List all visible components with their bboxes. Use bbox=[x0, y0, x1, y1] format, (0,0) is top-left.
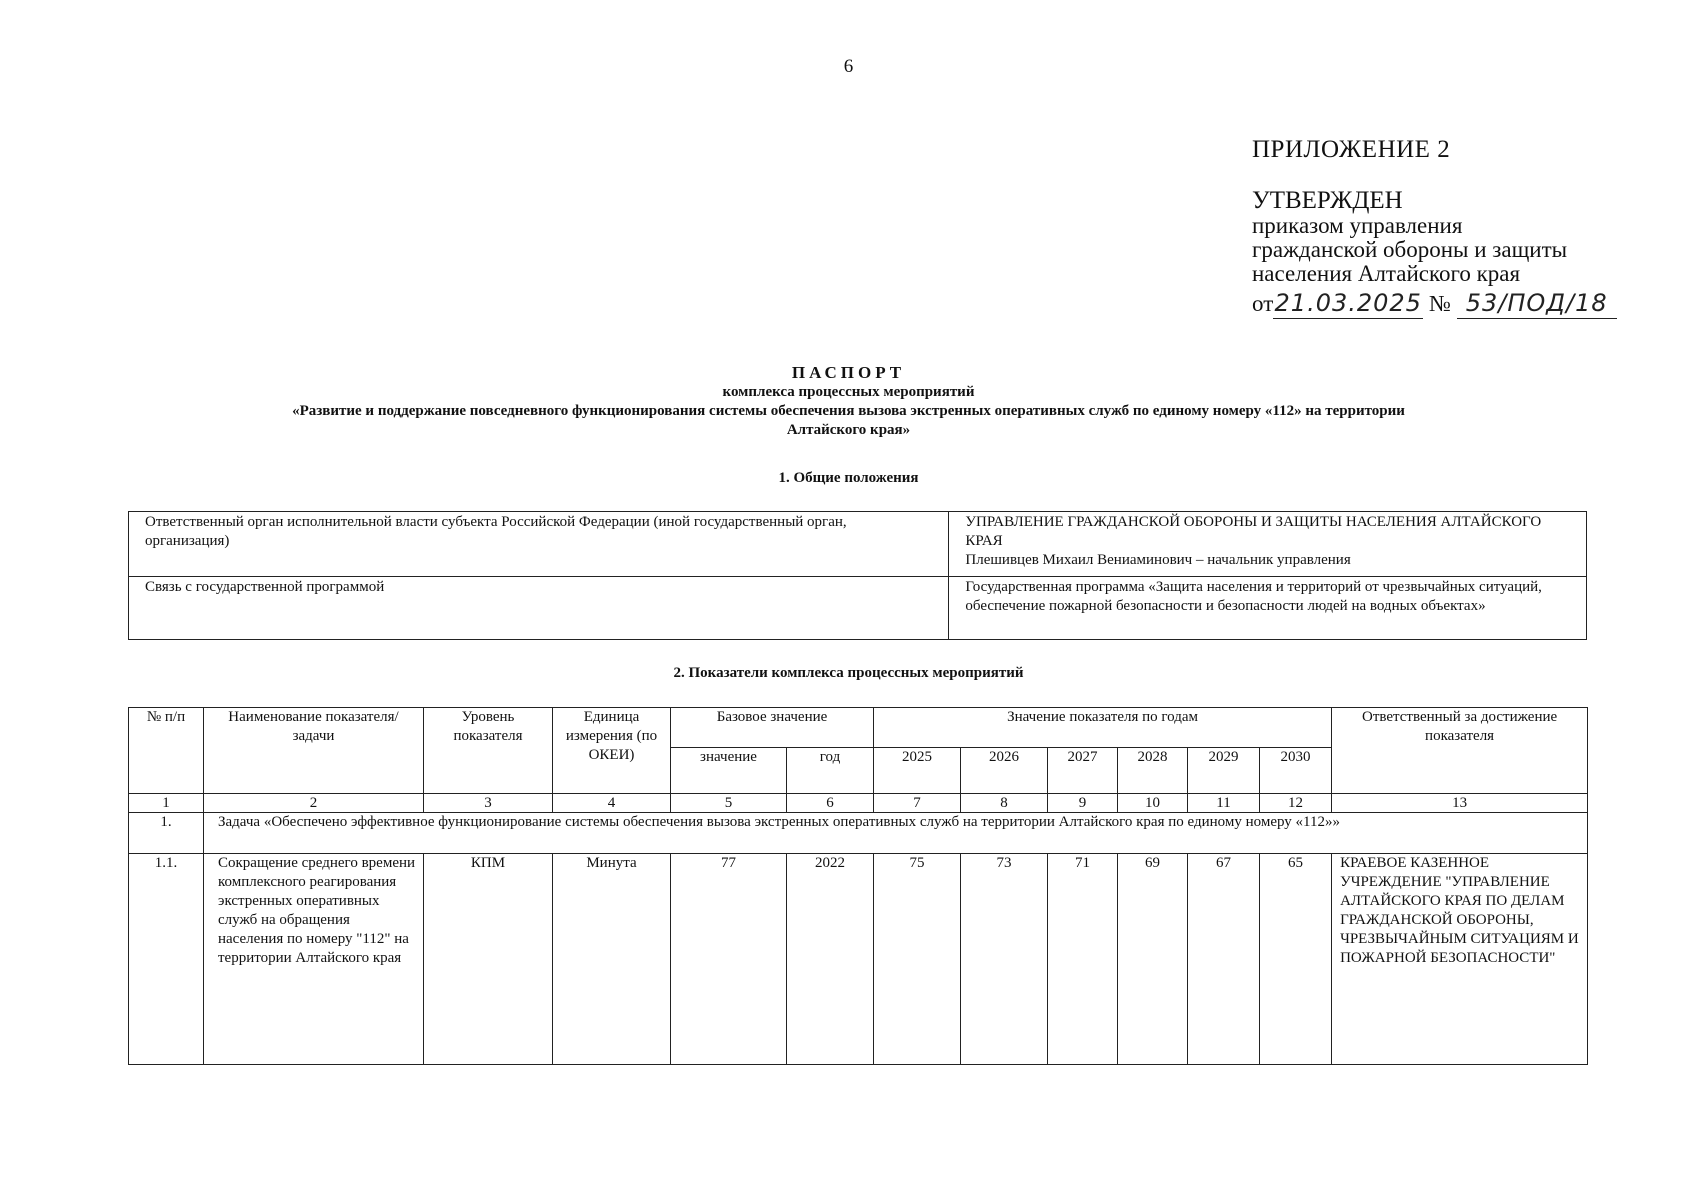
indicator-base-year: 2022 bbox=[787, 854, 874, 1065]
column-number: 1 bbox=[129, 794, 204, 813]
general-provisions-table bbox=[128, 511, 1587, 640]
general-value-head: Плешивцев Михаил Вениаминович – начальник управления bbox=[965, 552, 1351, 568]
order-line bbox=[1252, 288, 1692, 319]
header-level: Уровень показателя bbox=[424, 708, 553, 794]
table-row bbox=[129, 512, 1587, 577]
header-base-year: год bbox=[787, 748, 874, 794]
header-year: 2027 bbox=[1048, 748, 1118, 794]
general-value-cell bbox=[949, 577, 1587, 640]
column-number: 11 bbox=[1188, 794, 1260, 813]
column-number: 5 bbox=[671, 794, 787, 813]
indicator-unit: Минута bbox=[553, 854, 671, 1065]
general-label-cell bbox=[129, 577, 949, 640]
section2-title: 2. Показатели комплекса процессных мероприятий bbox=[673, 665, 1024, 681]
passport-name-line-1: «Развитие и поддержание повседневного функционирования системы обеспечения вызова экстренных оперативных служб по единому номеру «112» на территории bbox=[292, 403, 1405, 419]
column-number: 4 bbox=[553, 794, 671, 813]
task-row bbox=[129, 813, 1588, 854]
indicator-value-2027: 71 bbox=[1048, 854, 1118, 1065]
date-prefix: от bbox=[1252, 291, 1274, 316]
indicator-value-2030: 65 bbox=[1260, 854, 1332, 1065]
header-year: 2028 bbox=[1118, 748, 1188, 794]
header-year: 2030 bbox=[1260, 748, 1332, 794]
header-num: № п/п bbox=[129, 708, 204, 794]
column-number: 12 bbox=[1260, 794, 1332, 813]
column-number: 2 bbox=[204, 794, 424, 813]
column-number: 6 bbox=[787, 794, 874, 813]
header-year: 2029 bbox=[1188, 748, 1260, 794]
column-number: 13 bbox=[1332, 794, 1588, 813]
column-number: 10 bbox=[1118, 794, 1188, 813]
indicators-table bbox=[128, 707, 1588, 1065]
indicator-row bbox=[129, 854, 1588, 1065]
indicator-value-2025: 75 bbox=[874, 854, 961, 1065]
approval-line-3: населения Алтайского края bbox=[1252, 261, 1521, 286]
column-number: 7 bbox=[874, 794, 961, 813]
general-label-responsible: Ответственный орган исполнительной власти субъекта Российской Федерации (иной государственный орган, организация) bbox=[145, 514, 847, 549]
header-unit: Единица измерения (по ОКЕИ) bbox=[553, 708, 671, 794]
header-responsible: Ответственный за достижение показателя bbox=[1332, 708, 1588, 794]
approval-line-1: приказом управления bbox=[1252, 213, 1463, 238]
task-text: Задача «Обеспечено эффективное функционирование системы обеспечения вызова экстренных оперативных служб на территории Алтайского края по единому номеру «112»» bbox=[204, 813, 1588, 854]
passport-name-line-2: Алтайского края» bbox=[786, 422, 911, 438]
page-number: 6 bbox=[843, 56, 854, 77]
indicator-responsible: КРАЕВОЕ КАЗЕННОЕ УЧРЕЖДЕНИЕ "УПРАВЛЕНИЕ АЛТАЙСКОГО КРАЯ ПО ДЕЛАМ ГРАЖДАНСКОЙ ОБОРОНЫ, ЧРЕЗВЫЧАЙНЫМ СИТУАЦИЯМ И ПОЖАРНОЙ БЕЗОПАСНОСТИ" bbox=[1332, 854, 1588, 1065]
approval-block bbox=[1252, 136, 1692, 319]
column-number-row bbox=[129, 794, 1588, 813]
appendix-title: ПРИЛОЖЕНИЕ 2 bbox=[1252, 136, 1451, 163]
table-row bbox=[129, 577, 1587, 640]
header-year: 2025 bbox=[874, 748, 961, 794]
approval-line-2: гражданской обороны и защиты bbox=[1252, 237, 1568, 262]
general-value-program: Государственная программа «Защита населения и территорий от чрезвычайных ситуаций, обеспечение пожарной безопасности и безопасности людей на водных объектах» bbox=[965, 579, 1542, 614]
general-value-cell bbox=[949, 512, 1587, 577]
general-label-cell bbox=[129, 512, 949, 577]
general-label-program: Связь с государственной программой bbox=[145, 579, 385, 595]
order-date: 21.03.2025 bbox=[1274, 289, 1422, 317]
indicator-level: КПМ bbox=[424, 854, 553, 1065]
order-number: 53/ПОД/18 bbox=[1457, 288, 1617, 319]
header-base-value: значение bbox=[671, 748, 787, 794]
header-year: 2026 bbox=[961, 748, 1048, 794]
passport-header bbox=[160, 363, 1537, 440]
indicator-value-2029: 67 bbox=[1188, 854, 1260, 1065]
general-value-responsible: УПРАВЛЕНИЕ ГРАЖДАНСКОЙ ОБОРОНЫ И ЗАЩИТЫ НАСЕЛЕНИЯ АЛТАЙСКОГО КРАЯ bbox=[965, 514, 1542, 549]
indicator-value-2028: 69 bbox=[1118, 854, 1188, 1065]
table-header-row bbox=[129, 708, 1588, 748]
header-base: Базовое значение bbox=[671, 708, 874, 748]
indicator-num: 1.1. bbox=[129, 854, 204, 1065]
passport-title: ПАСПОРТ bbox=[791, 363, 906, 382]
column-number: 9 bbox=[1048, 794, 1118, 813]
approved-word: УТВЕРЖДЕН bbox=[1252, 187, 1403, 214]
indicator-value-2026: 73 bbox=[961, 854, 1048, 1065]
indicator-base-value: 77 bbox=[671, 854, 787, 1065]
column-number: 3 bbox=[424, 794, 553, 813]
task-num: 1. bbox=[129, 813, 204, 854]
section1-title: 1. Общие положения bbox=[778, 470, 919, 486]
number-prefix: № bbox=[1429, 291, 1451, 316]
header-by-years: Значение показателя по годам bbox=[874, 708, 1332, 748]
passport-subtitle: комплекса процессных мероприятий bbox=[722, 384, 975, 400]
column-number: 8 bbox=[961, 794, 1048, 813]
header-name: Наименование показателя/задачи bbox=[204, 708, 424, 794]
indicator-name: Сокращение среднего времени комплексного реагирования экстренных оперативных служб на обращения населения по номеру "112" на территории Алтайского края bbox=[204, 854, 424, 1065]
